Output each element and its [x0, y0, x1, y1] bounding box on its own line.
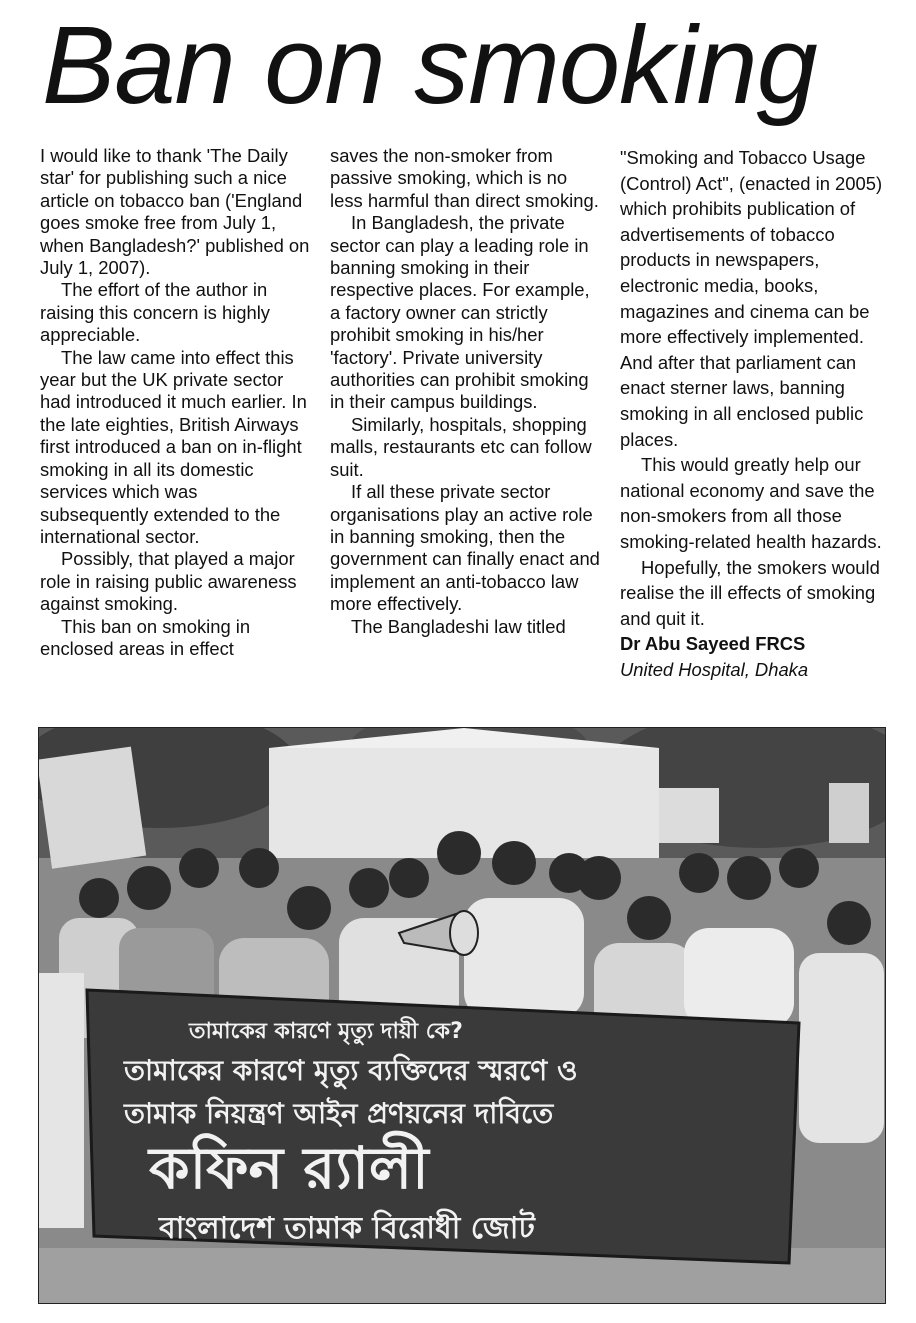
banner-line: কফিন র‍্যালী: [149, 1134, 429, 1202]
protest-banner: [87, 990, 799, 1263]
rally-photo: [38, 727, 886, 1304]
placard: [659, 788, 719, 843]
paragraph: In Bangladesh, the private sector can play a leading role in banning smoking in their respective places. For example, a factory owner can strictly prohibit smoking in his/her 'factory'. Private university authorities can prohibit smoking in their campus buildings.: [330, 212, 590, 413]
banner-line: তামাক নিয়ন্ত্রণ আইন প্রণয়নের দাবিতে: [124, 1097, 554, 1130]
banner-line: তামাকের কারণে মৃত্যু ব্যক্তিদের স্মরণে ও: [124, 1054, 578, 1087]
placard: [39, 973, 84, 1228]
signature-name: Dr Abu Sayeed FRCS: [620, 633, 806, 655]
paragraph: Hopefully, the smokers would realise the ill effects of smoking and quit it.: [620, 556, 880, 629]
paragraph: saves the non-smoker from passive smoking, which is no less harmful than direct smoking.: [330, 145, 599, 211]
article-column-1: [40, 145, 310, 660]
paragraph: The law came into effect this year but the UK private sector had introduced it much earlier. In the late eighties, British Airways first introduced a ban on in-flight smoking in all its domestic services which was subsequently extended to the international sector.: [40, 346, 307, 547]
paragraph: Possibly, that played a major role in raising public awareness against smoking.: [40, 548, 297, 615]
paragraph: The Bangladeshi law titled: [351, 615, 566, 637]
placard: [829, 783, 869, 843]
paragraph: I would like to thank 'The Daily star' for publishing such a nice article on tobacco ban ('England goes smoke free from July 1, when Bangladesh?' published on July 1, 2007).: [40, 145, 310, 279]
banner-line: বাংলাদেশ তামাক বিরোধী জোট: [159, 1211, 535, 1246]
paragraph: This ban on smoking in enclosed areas in effect: [40, 615, 251, 659]
paragraph: Similarly, hospitals, shopping malls, restaurants etc can follow suit.: [330, 413, 592, 480]
paragraph: The effort of the author in raising this concern is highly appreciable.: [40, 279, 270, 346]
placard: [39, 747, 146, 869]
signature-affiliation: United Hospital, Dhaka: [620, 658, 809, 680]
article-column-2: [330, 145, 602, 638]
headline: Ban on smoking: [42, 4, 817, 127]
paragraph: "Smoking and Tobacco Usage (Control) Act", (enacted in 2005) which prohibits publication of advertisements of tobacco products in newspapers, electronic media, books, magazines and cinema can be more effectively implemented. And after that parliament can enact sterner laws, banning smoking in all enclosed public places.: [620, 147, 883, 450]
paragraph: If all these private sector organisations play an active role in banning smoking, then the government can finally enact and implement an anti-tobacco law more effectively.: [330, 481, 600, 615]
article-column-3: [620, 145, 890, 682]
banner-line: তামাকের কারণে মৃত্যু দায়ী কে?: [189, 1019, 463, 1044]
paragraph: This would greatly help our national economy and save the non-smokers from all those smoking-related health hazards.: [620, 454, 882, 552]
